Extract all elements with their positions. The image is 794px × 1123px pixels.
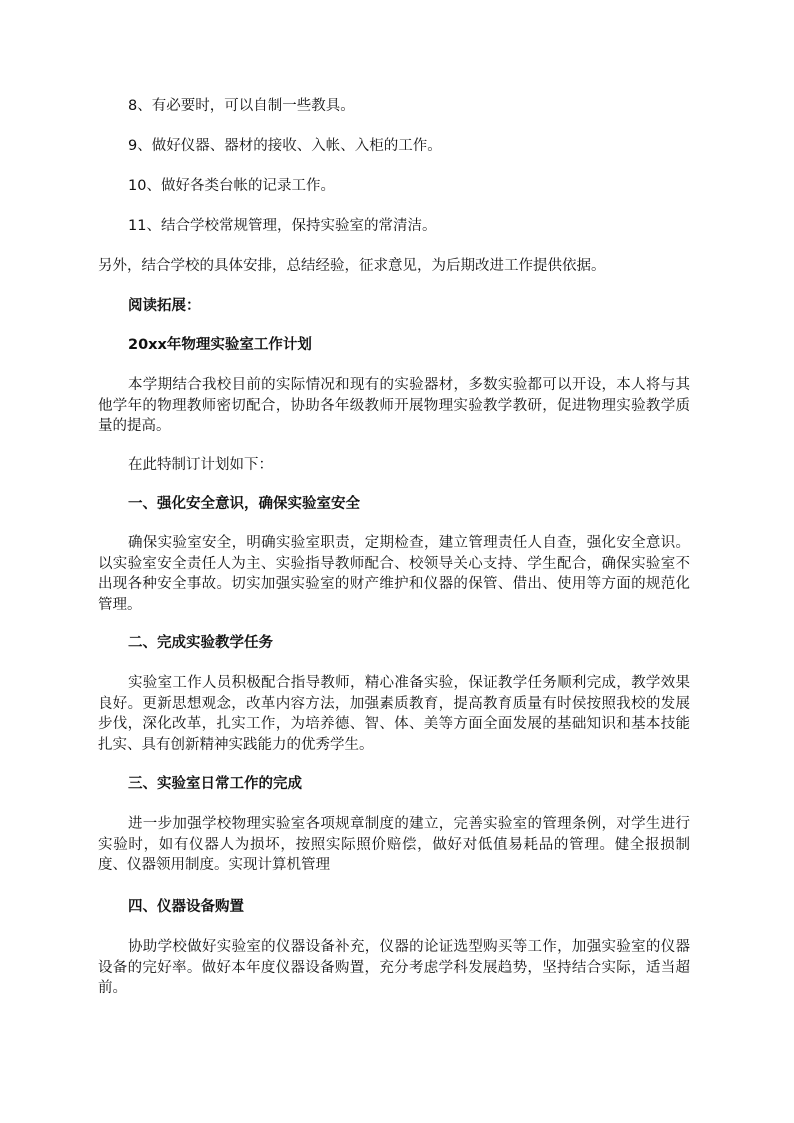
section-3-body: 进一步加强学校物理实验室各项规章制度的建立，完善实验室的管理条例，对学生进行实验时，如有仪器人为损坏，按照实际照价赔偿，做好对低值易耗品的管理。健全报损制度、仪器领用制度。实现计算机管理 [98,816,690,873]
closing-paragraph: 另外，结合学校的具体安排，总结经验，征求意见，为后期改进工作提供依据。 [98,258,606,274]
list-item-9: 9、做好仪器、器材的接收、入帐、入柜的工作。 [128,138,442,154]
extended-reading-heading: 阅读拓展： [128,298,201,314]
section-1-body: 确保实验室安全，明确实验室职责，定期检查，建立管理责任人自查，强化安全意识。以实验室安全责任人为主、实验指导教师配合、校领导关心支持、学生配合，确保实验室不出现各种安全事故。切实加强实验室的财产维护和仪器的保管、借出、使用等方面的规范化管理。 [98,535,690,613]
section-4-heading: 四、仪器设备购置 [128,899,244,915]
section-2-body: 实验室工作人员积极配合指导教师，精心准备实验，保证教学任务顺利完成，教学效果良好。更新思想观念，改革内容方法，加强素质教育，提高教育质量有时侯按照我校的发展步伐，深化改革，扎实工作，为培养德、智、体、美等方面全面发展的基础知识和基本技能扎实、具有创新精神实践能力的优秀学生。 [98,675,690,753]
section-2-heading: 二、完成实验教学任务 [128,635,273,651]
section-4-body: 协助学校做好实验室的仪器设备补充，仪器的论证选型购买等工作，加强实验室的仪器设备的完好率。做好本年度仪器设备购置，充分考虑学科发展趋势，坚持结合实际，适当超前。 [98,939,690,996]
list-item-11: 11、结合学校常规管理，保持实验室的常清洁。 [128,218,437,234]
plan-lead: 在此特制订计划如下： [128,457,273,473]
plan-title: 20xx年物理实验室工作计划 [128,337,312,353]
section-1-heading: 一、强化安全意识，确保实验室安全 [128,496,360,512]
list-item-8: 8、有必要时，可以自制一些教具。 [128,98,355,114]
section-3-heading: 三、实验室日常工作的完成 [128,776,302,792]
list-item-10: 10、做好各类台帐的记录工作。 [128,178,335,194]
intro-paragraph: 本学期结合我校目前的实际情况和现有的实验器材，多数实验都可以开设，本人将与其他学年的物理教师密切配合，协助各年级教师开展物理实验教学教研，促进物理实验教学质量的提高。 [98,377,690,434]
